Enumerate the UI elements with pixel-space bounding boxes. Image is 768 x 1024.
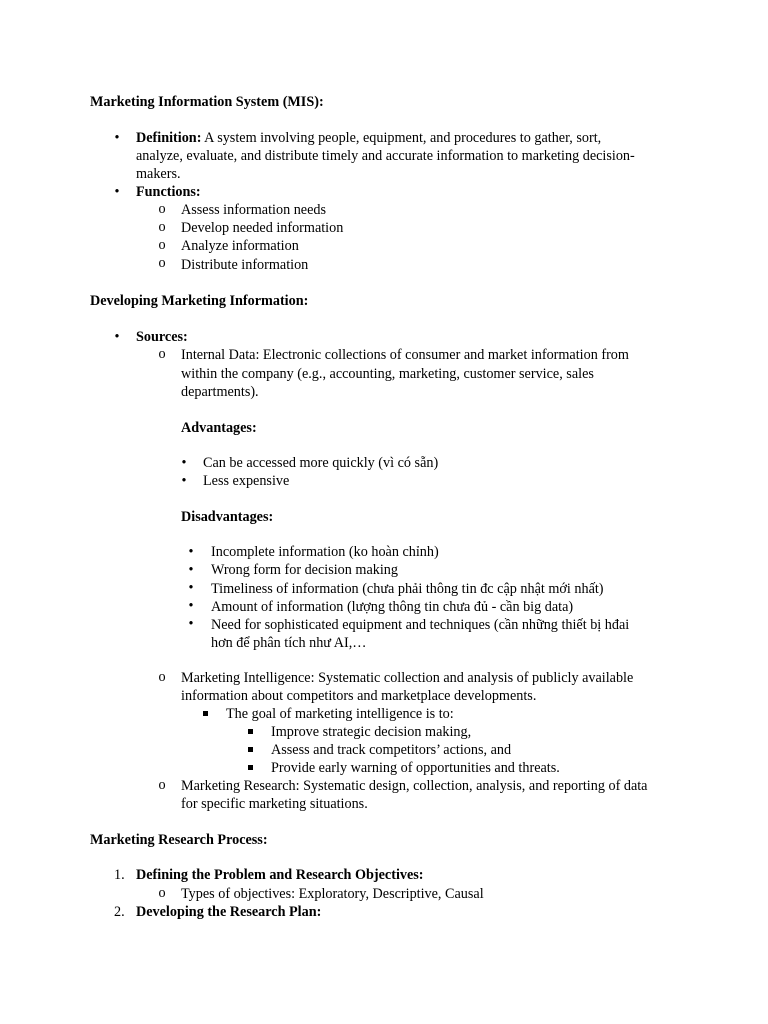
bullet-marker: • bbox=[188, 562, 194, 578]
intelligence-goal-item: Provide early warning of opportunities and threats. bbox=[271, 760, 560, 776]
circle-marker: o bbox=[158, 219, 166, 235]
process-heading: Marketing Research Process: bbox=[90, 832, 268, 848]
function-item: Develop needed information bbox=[181, 220, 344, 236]
function-item: Analyze information bbox=[181, 238, 299, 254]
bullet-marker: • bbox=[188, 580, 194, 596]
square-bullet-icon bbox=[203, 711, 208, 716]
sources-label: Sources: bbox=[136, 329, 188, 345]
bullet-marker: • bbox=[114, 184, 120, 200]
disadvantage-item: Timeliness of information (chưa phải thông tin đc cập nhật mới nhất) bbox=[211, 581, 604, 597]
marketing-intelligence-text: Marketing Intelligence: Systematic collection and analysis of publicly available bbox=[181, 670, 634, 686]
disadvantages-label: Disadvantages: bbox=[181, 509, 274, 525]
intelligence-goal-item: Improve strategic decision making, bbox=[271, 724, 472, 740]
step-number: 2. bbox=[114, 904, 125, 920]
developing-heading: Developing Marketing Information: bbox=[90, 293, 309, 309]
marketing-research-text: Marketing Research: Systematic design, collection, analysis, and reporting of data bbox=[181, 778, 648, 794]
bullet-marker: • bbox=[114, 130, 120, 146]
square-bullet-icon bbox=[248, 729, 253, 734]
circle-marker: o bbox=[158, 201, 166, 217]
bullet-marker: • bbox=[188, 598, 194, 614]
advantage-item: Can be accessed more quickly (vì có sẵn) bbox=[203, 455, 439, 471]
intelligence-goal-item: Assess and track competitors’ actions, and bbox=[271, 742, 512, 758]
disadvantage-item: Amount of information (lượng thông tin chưa đủ - cần big data) bbox=[211, 599, 574, 615]
circle-marker: o bbox=[158, 885, 166, 901]
step-number: 1. bbox=[114, 867, 125, 883]
square-bullet-icon bbox=[248, 765, 253, 770]
internal-data-text-line3: departments). bbox=[181, 384, 259, 400]
advantages-label: Advantages: bbox=[181, 420, 257, 436]
advantage-item: Less expensive bbox=[203, 473, 290, 489]
definition-text-line2: analyze, evaluate, and distribute timely and accurate information to marketing decision- bbox=[136, 148, 635, 164]
definition-item bbox=[136, 129, 601, 147]
function-item: Distribute information bbox=[181, 257, 309, 273]
function-item: Assess information needs bbox=[181, 202, 327, 218]
circle-marker: o bbox=[158, 669, 166, 685]
step-sub-item: Types of objectives: Exploratory, Descriptive, Causal bbox=[181, 886, 484, 902]
bullet-marker: • bbox=[114, 329, 120, 345]
internal-data-text: Internal Data: Electronic collections of consumer and market information from bbox=[181, 347, 629, 363]
definition-text-line3: makers. bbox=[136, 166, 181, 182]
marketing-intelligence-text-line2: information about competitors and marketplace developments. bbox=[181, 688, 537, 704]
circle-marker: o bbox=[158, 346, 166, 362]
circle-marker: o bbox=[158, 777, 166, 793]
disadvantage-item: Need for sophisticated equipment and techniques (cần những thiết bị hđai bbox=[211, 617, 630, 633]
disadvantage-item: Wrong form for decision making bbox=[211, 562, 398, 578]
bullet-marker: • bbox=[188, 544, 194, 560]
internal-data-text-line2: within the company (e.g., accounting, marketing, customer service, sales bbox=[181, 366, 594, 382]
circle-marker: o bbox=[158, 255, 166, 271]
functions-label: Functions: bbox=[136, 184, 201, 200]
square-bullet-icon bbox=[248, 747, 253, 752]
marketing-research-text-line2: for specific marketing situations. bbox=[181, 796, 368, 812]
step-title: Defining the Problem and Research Objectives: bbox=[136, 867, 424, 883]
disadvantage-item: Incomplete information (ko hoàn chỉnh) bbox=[211, 544, 439, 560]
bullet-marker: • bbox=[181, 455, 187, 471]
mis-heading: Marketing Information System (MIS): bbox=[90, 94, 324, 110]
circle-marker: o bbox=[158, 237, 166, 253]
disadvantage-item-continued: hơn để phân tích như AI,… bbox=[211, 635, 367, 651]
step-title: Developing the Research Plan: bbox=[136, 904, 322, 920]
bullet-marker: • bbox=[188, 616, 194, 632]
intelligence-goal-intro: The goal of marketing intelligence is to: bbox=[226, 706, 454, 722]
definition-label: Definition: bbox=[136, 130, 202, 146]
bullet-marker: • bbox=[181, 473, 187, 489]
definition-text: A system involving people, equipment, and procedures to gather, sort, bbox=[201, 130, 602, 146]
